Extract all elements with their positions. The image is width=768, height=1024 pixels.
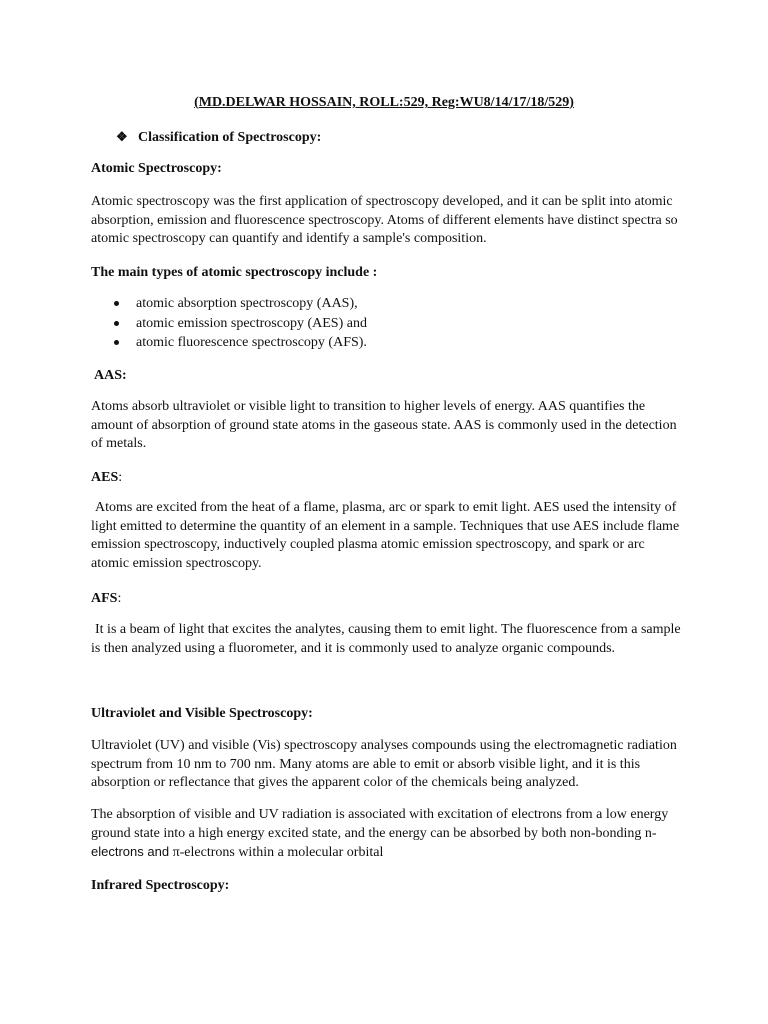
uvvis-p1-line-1: Ultraviolet (UV) and visible (Vis) spectroscopy analyses compounds using the electromagnetic radiation [91,738,677,753]
author-header-text: MD.DELWAR HOSSAIN, ROLL:529, Reg:WU8/14/17/18/529 [198,95,570,110]
author-header-open: ( [194,95,199,110]
afs-heading-colon: : [117,591,122,606]
list-item: atomic emission spectroscopy (AES) and [91,314,367,334]
aas-line-3: of metals. [91,436,147,451]
aes-heading-text: AES [91,470,119,485]
atomic-heading: Atomic Spectroscopy: [91,161,222,176]
atomic-paragraph [91,193,681,249]
uvvis-p1-line-2: spectrum from 10 nm to 700 nm. Many atoms are able to emit or absorb visible light, and it is this [91,756,641,772]
author-header [0,94,768,113]
afs-heading [91,590,681,609]
aas-heading: AAS: [94,368,127,383]
classification-heading [116,128,321,148]
aas-line-1: Atoms absorb ultraviolet or visible light to transition to higher levels of energy. AAS quantifies the [91,399,646,414]
aes-line-1: Atoms are excited from the heat of a flame, plasma, arc or spark to emit light. AES used the intensity of [95,500,677,515]
atomic-line-3: atomic spectroscopy can quantify and identify a sample's composition. [91,231,487,246]
afs-line-2: is then analyzed using a fluorometer, and it is commonly used to analyze organic compounds. [91,640,616,656]
afs-line-1: It is a beam of light that excites the analytes, causing them to emit light. The fluorescence from a sample [95,622,681,637]
bullet-dot-icon [114,301,119,306]
infrared-heading: Infrared Spectroscopy: [91,878,230,893]
author-header-close: ) [569,95,574,110]
aes-paragraph [91,499,681,573]
uvvis-paragraph-2 [91,806,681,863]
aes-line-2: light emitted to determine the quantity of an element in a sample. Techniques that use AES include flame [91,518,680,534]
bullet-dot-icon [114,340,119,345]
types-heading: The main types of atomic spectroscopy include : [91,265,378,280]
list-item: atomic fluorescence spectroscopy (AFS). [91,333,367,353]
uvvis-p2-line-3 [91,843,681,863]
afs-heading-text: AFS [91,591,118,606]
aes-line-4: atomic emission spectroscopy. [91,555,262,571]
bullet-dot-icon [114,321,119,326]
list-item: atomic absorption spectroscopy (AAS), [91,294,367,314]
aes-heading [91,469,681,488]
aes-heading-colon: : [118,470,123,485]
atomic-line-2: absorption, emission and fluorescence spectroscopy. Atoms of different elements have distinct spectra so [91,212,678,228]
diamond-bullet-icon: ❖ [116,129,128,144]
uvvis-p2-line-1: The absorption of visible and UV radiation is associated with excitation of electrons from a low energy [91,807,669,822]
atomic-types-list [91,294,367,353]
uvvis-p2-line-3-a: electrons and [91,844,170,859]
aas-line-2: amount of absorption of ground state atoms in the gaseous state. AAS is commonly used in the detection [91,417,677,433]
afs-paragraph [91,621,681,658]
uvvis-p2-line-3-b: π-electrons within a molecular orbital [169,845,384,860]
aas-paragraph [91,398,681,454]
classification-title: Classification of Spectroscopy: [138,130,322,145]
uvvis-p2-line-2: ground state into a high energy excited state, and the energy can be absorbed by both non-bonding n- [91,825,657,841]
atomic-line-1: Atomic spectroscopy was the first application of spectroscopy developed, and it can be split into atomic [91,194,673,209]
aes-line-3: emission spectroscopy, inductively coupled plasma atomic emission spectroscopy, and spark or arc [91,537,645,552]
uvvis-paragraph-1 [91,737,681,793]
uvvis-p1-line-3: absorption or reflectance that gives the apparent color of the chemicals being analyzed. [91,775,579,790]
uvvis-heading: Ultraviolet and Visible Spectroscopy: [91,706,313,721]
